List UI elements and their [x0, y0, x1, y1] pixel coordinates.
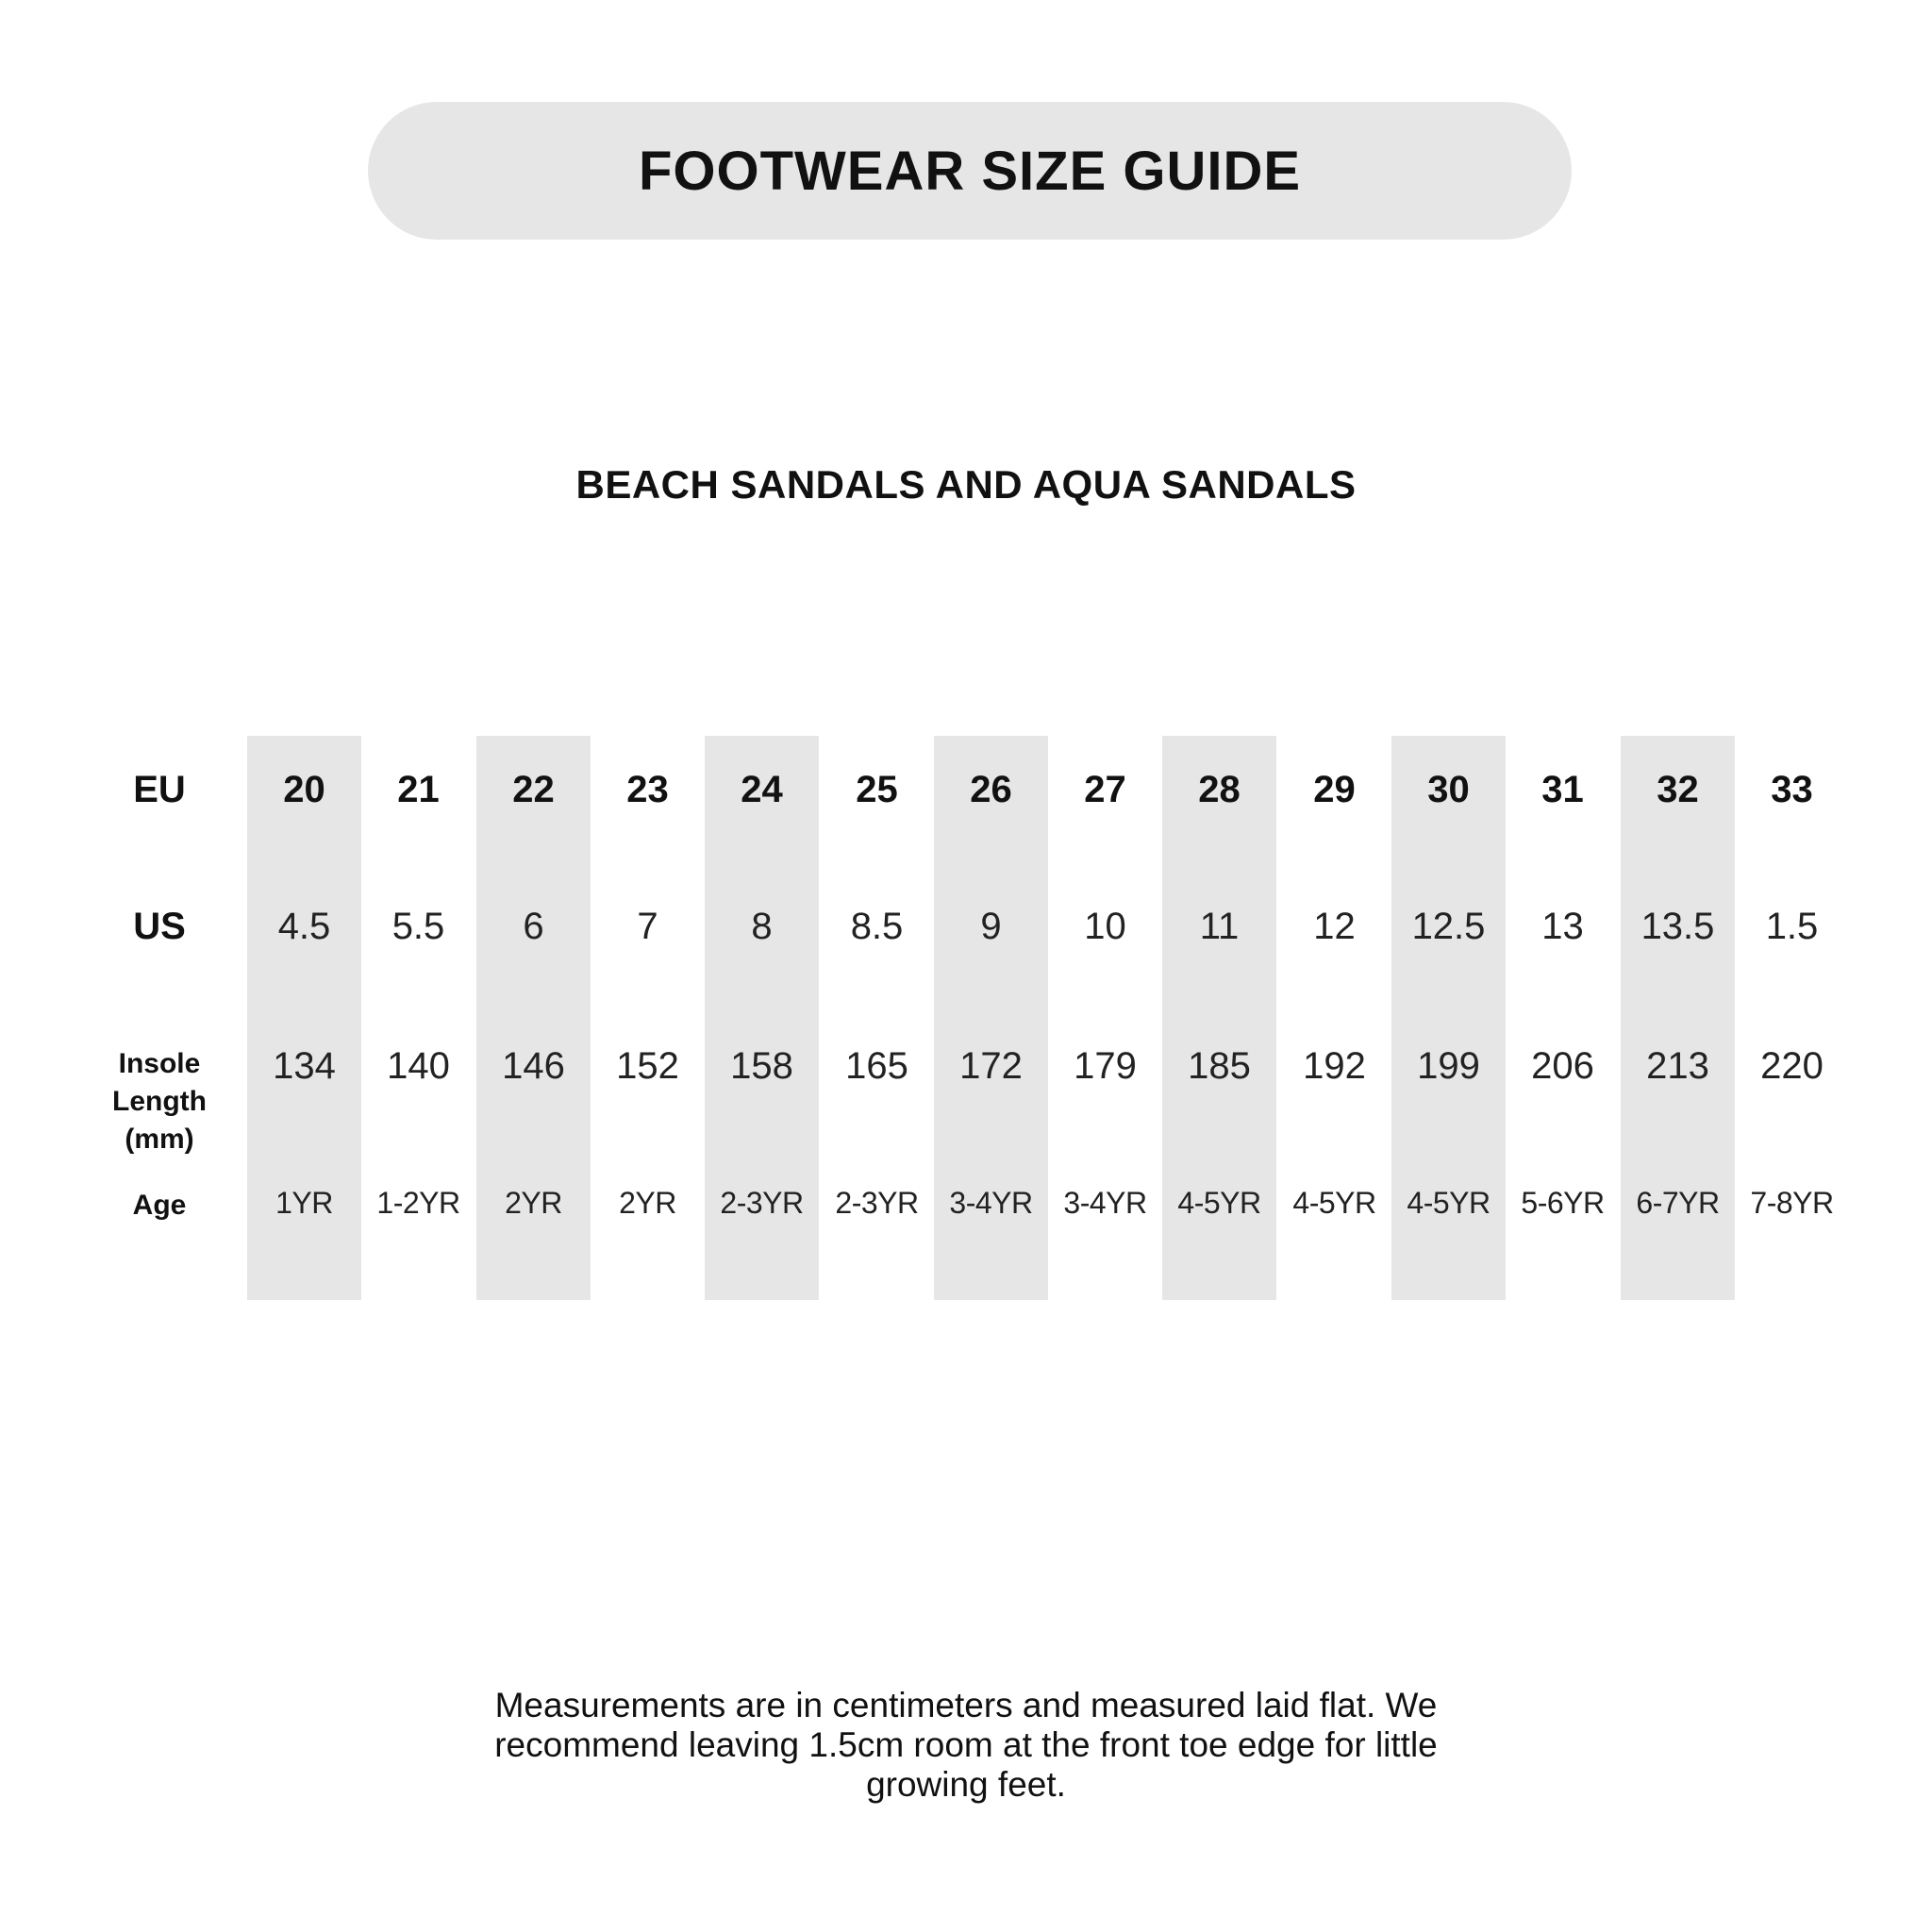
eu-size-cell: 22: [512, 769, 555, 810]
insole-length-cell: 199: [1417, 1045, 1480, 1087]
insole-length-cell: 172: [959, 1045, 1023, 1087]
eu-size-cell: 27: [1084, 769, 1126, 810]
row-label-us: US: [133, 906, 186, 947]
eu-size-cell: 29: [1313, 769, 1356, 810]
insole-length-cell: 192: [1303, 1045, 1366, 1087]
insole-length-cell: 185: [1188, 1045, 1251, 1087]
age-cell: 3-4YR: [949, 1186, 1033, 1220]
age-cell: 5-6YR: [1521, 1186, 1605, 1220]
age-cell: 4-5YR: [1177, 1186, 1261, 1220]
age-cell: 2YR: [505, 1186, 562, 1220]
eu-size-cell: 31: [1541, 769, 1584, 810]
eu-size-cell: 26: [970, 769, 1012, 810]
eu-size-cell: 24: [741, 769, 783, 810]
insole-length-cell: 179: [1074, 1045, 1137, 1087]
insole-length-cell: 140: [387, 1045, 450, 1087]
row-label-insole-line1: Insole: [118, 1048, 201, 1079]
us-size-cell: 12: [1313, 906, 1356, 947]
us-size-cell: 10: [1084, 906, 1126, 947]
us-size-cell: 13: [1541, 906, 1584, 947]
us-size-cell: 13.5: [1641, 906, 1715, 947]
insole-length-cell: 213: [1646, 1045, 1709, 1087]
us-size-cell: 8.5: [850, 906, 904, 947]
age-cell: 2-3YR: [720, 1186, 804, 1220]
us-size-cell: 4.5: [277, 906, 331, 947]
eu-size-cell: 23: [626, 769, 669, 810]
us-size-cell: 8: [751, 906, 773, 947]
eu-size-cell: 21: [397, 769, 440, 810]
section-subtitle: BEACH SANDALS AND AQUA SANDALS: [575, 462, 1357, 507]
age-cell: 7-8YR: [1750, 1186, 1834, 1220]
eu-size-cell: 20: [283, 769, 325, 810]
row-label-insole-line3: (mm): [125, 1124, 194, 1155]
eu-size-cell: 33: [1771, 769, 1813, 810]
insole-length-cell: 165: [845, 1045, 908, 1087]
eu-size-cell: 25: [856, 769, 898, 810]
insole-length-cell: 158: [730, 1045, 793, 1087]
row-label-insole: [85, 1045, 234, 1158]
eu-size-cell: 28: [1198, 769, 1241, 810]
row-label-insole-line2: Length: [112, 1086, 207, 1117]
age-cell: 6-7YR: [1636, 1186, 1720, 1220]
insole-length-cell: 146: [502, 1045, 565, 1087]
age-cell: 4-5YR: [1292, 1186, 1376, 1220]
footnote: Measurements are in centimeters and measured laid flat. We recommend leaving 1.5cm room at the front toe edge for little growing feet.: [494, 1686, 1438, 1804]
eu-size-cell: 32: [1657, 769, 1699, 810]
insole-length-cell: 206: [1531, 1045, 1594, 1087]
age-cell: 2YR: [619, 1186, 676, 1220]
row-label-eu: EU: [133, 769, 186, 810]
us-size-cell: 6: [523, 906, 544, 947]
us-size-cell: 9: [980, 906, 1002, 947]
us-size-cell: 12.5: [1411, 906, 1486, 947]
insole-length-cell: 152: [616, 1045, 679, 1087]
age-cell: 4-5YR: [1407, 1186, 1491, 1220]
age-cell: 3-4YR: [1063, 1186, 1147, 1220]
us-size-cell: 11: [1199, 906, 1240, 947]
eu-size-cell: 30: [1427, 769, 1470, 810]
us-size-cell: 5.5: [391, 906, 445, 947]
row-label-age: Age: [132, 1190, 187, 1221]
us-size-cell: 7: [637, 906, 658, 947]
age-cell: 2-3YR: [835, 1186, 919, 1220]
age-cell: 1YR: [275, 1186, 333, 1220]
us-size-cell: 1.5: [1765, 906, 1819, 947]
page-title: FOOTWEAR SIZE GUIDE: [638, 140, 1302, 202]
age-cell: 1-2YR: [376, 1186, 460, 1220]
insole-length-cell: 220: [1760, 1045, 1824, 1087]
insole-length-cell: 134: [273, 1045, 336, 1087]
